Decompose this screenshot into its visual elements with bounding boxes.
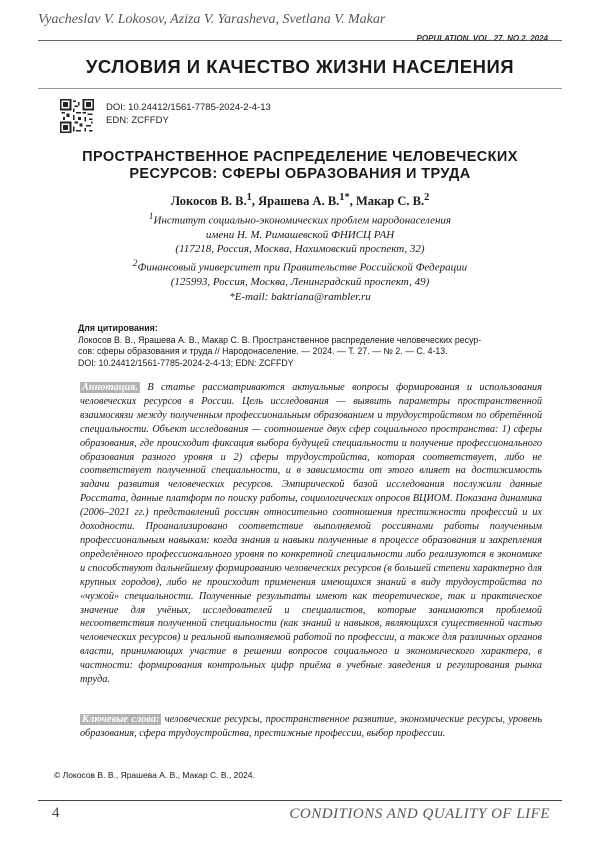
citation-label: Для цитирования: bbox=[78, 323, 158, 333]
page-number: 4 bbox=[52, 805, 60, 821]
author-name: Локосов В. В. bbox=[170, 194, 247, 209]
affiliations bbox=[40, 209, 560, 289]
doi[interactable]: DOI: 10.24412/1561-7785-2024-2-4-13 bbox=[106, 102, 271, 113]
affiliation-1-line-2: имени Н. М. Римашевской ФНИСЦ РАН bbox=[205, 228, 395, 241]
affiliation-1-line-1: Институт социально-экономических проблем народонаселения bbox=[153, 214, 452, 227]
author-name: Ярашева А. В. bbox=[258, 194, 340, 209]
edn: EDN: ZCFFDY bbox=[106, 115, 169, 126]
identifiers bbox=[106, 101, 271, 127]
abstract bbox=[80, 381, 542, 687]
title-line-2: РЕСУРСОВ: СФЕРЫ ОБРАЗОВАНИЯ И ТРУДА bbox=[129, 166, 471, 182]
title-line-1: ПРОСТРАНСТВЕННОЕ РАСПРЕДЕЛЕНИЕ ЧЕЛОВЕЧЕСКИХ bbox=[82, 149, 518, 165]
affiliation-mark: 2 bbox=[132, 258, 138, 269]
citation-line-3: DOI: 10.24412/1561-7785-2024-2-4-13; EDN: ZCFFDY bbox=[78, 358, 294, 369]
author-affiliation-mark: 1* bbox=[339, 192, 350, 203]
affiliation-1-line-3: (117218, Россия, Москва, Нахимовский проспект, 32) bbox=[175, 243, 425, 256]
footer-journal-title: CONDITIONS AND QUALITY OF LIFE bbox=[289, 806, 550, 822]
author-list: Локосов В. В.$^1$, Ярашева А. В.$^{1*}$, Макар С. В.$^2$ bbox=[170, 192, 430, 209]
affiliation-mark: 1 bbox=[148, 211, 154, 221]
citation-line-2: сов: сферы образования и труда // Народонаселение. — 2024. — Т. 27. — № 2. — С. 4-13. bbox=[78, 346, 448, 357]
citation-line-1: Локосов В. В., Ярашева А. В., Макар С. В. Пространственное распределение человеческих ресур- bbox=[78, 334, 482, 345]
section-heading: УСЛОВИЯ И КАЧЕСТВО ЖИЗНИ НАСЕЛЕНИЯ bbox=[85, 56, 515, 77]
affiliation-2-line-1: Финансовый университет при Правительстве Российской Федерации bbox=[137, 261, 468, 274]
section-rule bbox=[38, 88, 562, 89]
qr-code-icon bbox=[60, 99, 94, 133]
affiliation-2-line-2: (125993, Россия, Москва, Ленинградский проспект, 49) bbox=[170, 276, 430, 289]
citation-block bbox=[78, 323, 542, 370]
author-affiliation-mark: 2 bbox=[424, 192, 430, 203]
footer-rule bbox=[38, 800, 562, 801]
article-title bbox=[40, 149, 560, 183]
author-affiliation-mark: 1 bbox=[246, 192, 252, 203]
copyright: © Локосов В. В., Ярашева А. В., Макар С. В., 2024. bbox=[54, 770, 255, 780]
running-header-authors: Vyacheslav V. Lokosov, Aziza V. Yarasheva, Svetlana V. Makar bbox=[38, 12, 386, 27]
corresponding-email[interactable]: *E-mail: baktriana@rambler.ru bbox=[229, 291, 371, 303]
abstract-text: В статье рассматриваются актуальные вопросы формирования и использования человеческих ресурсов в России. Цель исследования — выявить параметры пространственной взаимосвязи между полученным профессиональным образованием и трудоустройством по обретённой специальности. Объект исследования — соотношение двух сфер социального пространства: 1) сферы образования, где происходит фиксация выбора будущей специальности и получение профессионального образования разного уровня и 2) сферы трудоустройства, которая соответствует, либо не соответствует полученной специальности, и в зависимости от этого влияет на достижимость задачи развития человеческих ресурсов. Эмпирической базой исследования послужили данные Росстата, данные платформ по поиску работы, социологических опросов ВЦИОМ. Показана динамика (2006–2021 гг.) представлений россиян относительно соотношения престижности профессий и их доходности. Проанализировано соответствие выполняемой россиянами работы полученным профессиональным навыкам: когда знания и навыки полученные в процессе образования и закрепления определённого профессионального уровня по конкретной специальности либо реализуются в экономике и способствуют дальнейшему формированию человеческих ресурсов (в большей степени характерно для крупных городов), либо не происходит применения имеющихся знаний в виду трудоустройства по «чужой» специальности. Полученные результаты имеют как теоретическое, так и практическое значение для учёных, исследователей и специалистов, которые занимаются проблемой несоответствия полученной специальности (как знаний и навыков, являющихся существенной частью человеческих ресурсов) и реальной выполняемой работой по профессии, а также для различных органов власти, принимающих участие в решении вопросов социального и экономического характера, в частности: формирования контрольных цифр приёма в учебные заведения и регулирования рынка труда. bbox=[80, 382, 542, 686]
abstract-label: Аннотация. bbox=[82, 382, 138, 393]
keywords bbox=[80, 713, 542, 741]
keywords-text: человеческие ресурсы, пространственное развитие, экономические ресурсы, уровень образования, сфера трудоустройства, престижные профессии, выбор профессии. bbox=[80, 714, 543, 739]
running-header-journal: POPULATION. VOL. 27. NO.2. 2024 bbox=[416, 34, 548, 43]
keywords-label: Ключевые слова: bbox=[82, 714, 160, 725]
author-name: Макар С. В. bbox=[355, 194, 425, 209]
